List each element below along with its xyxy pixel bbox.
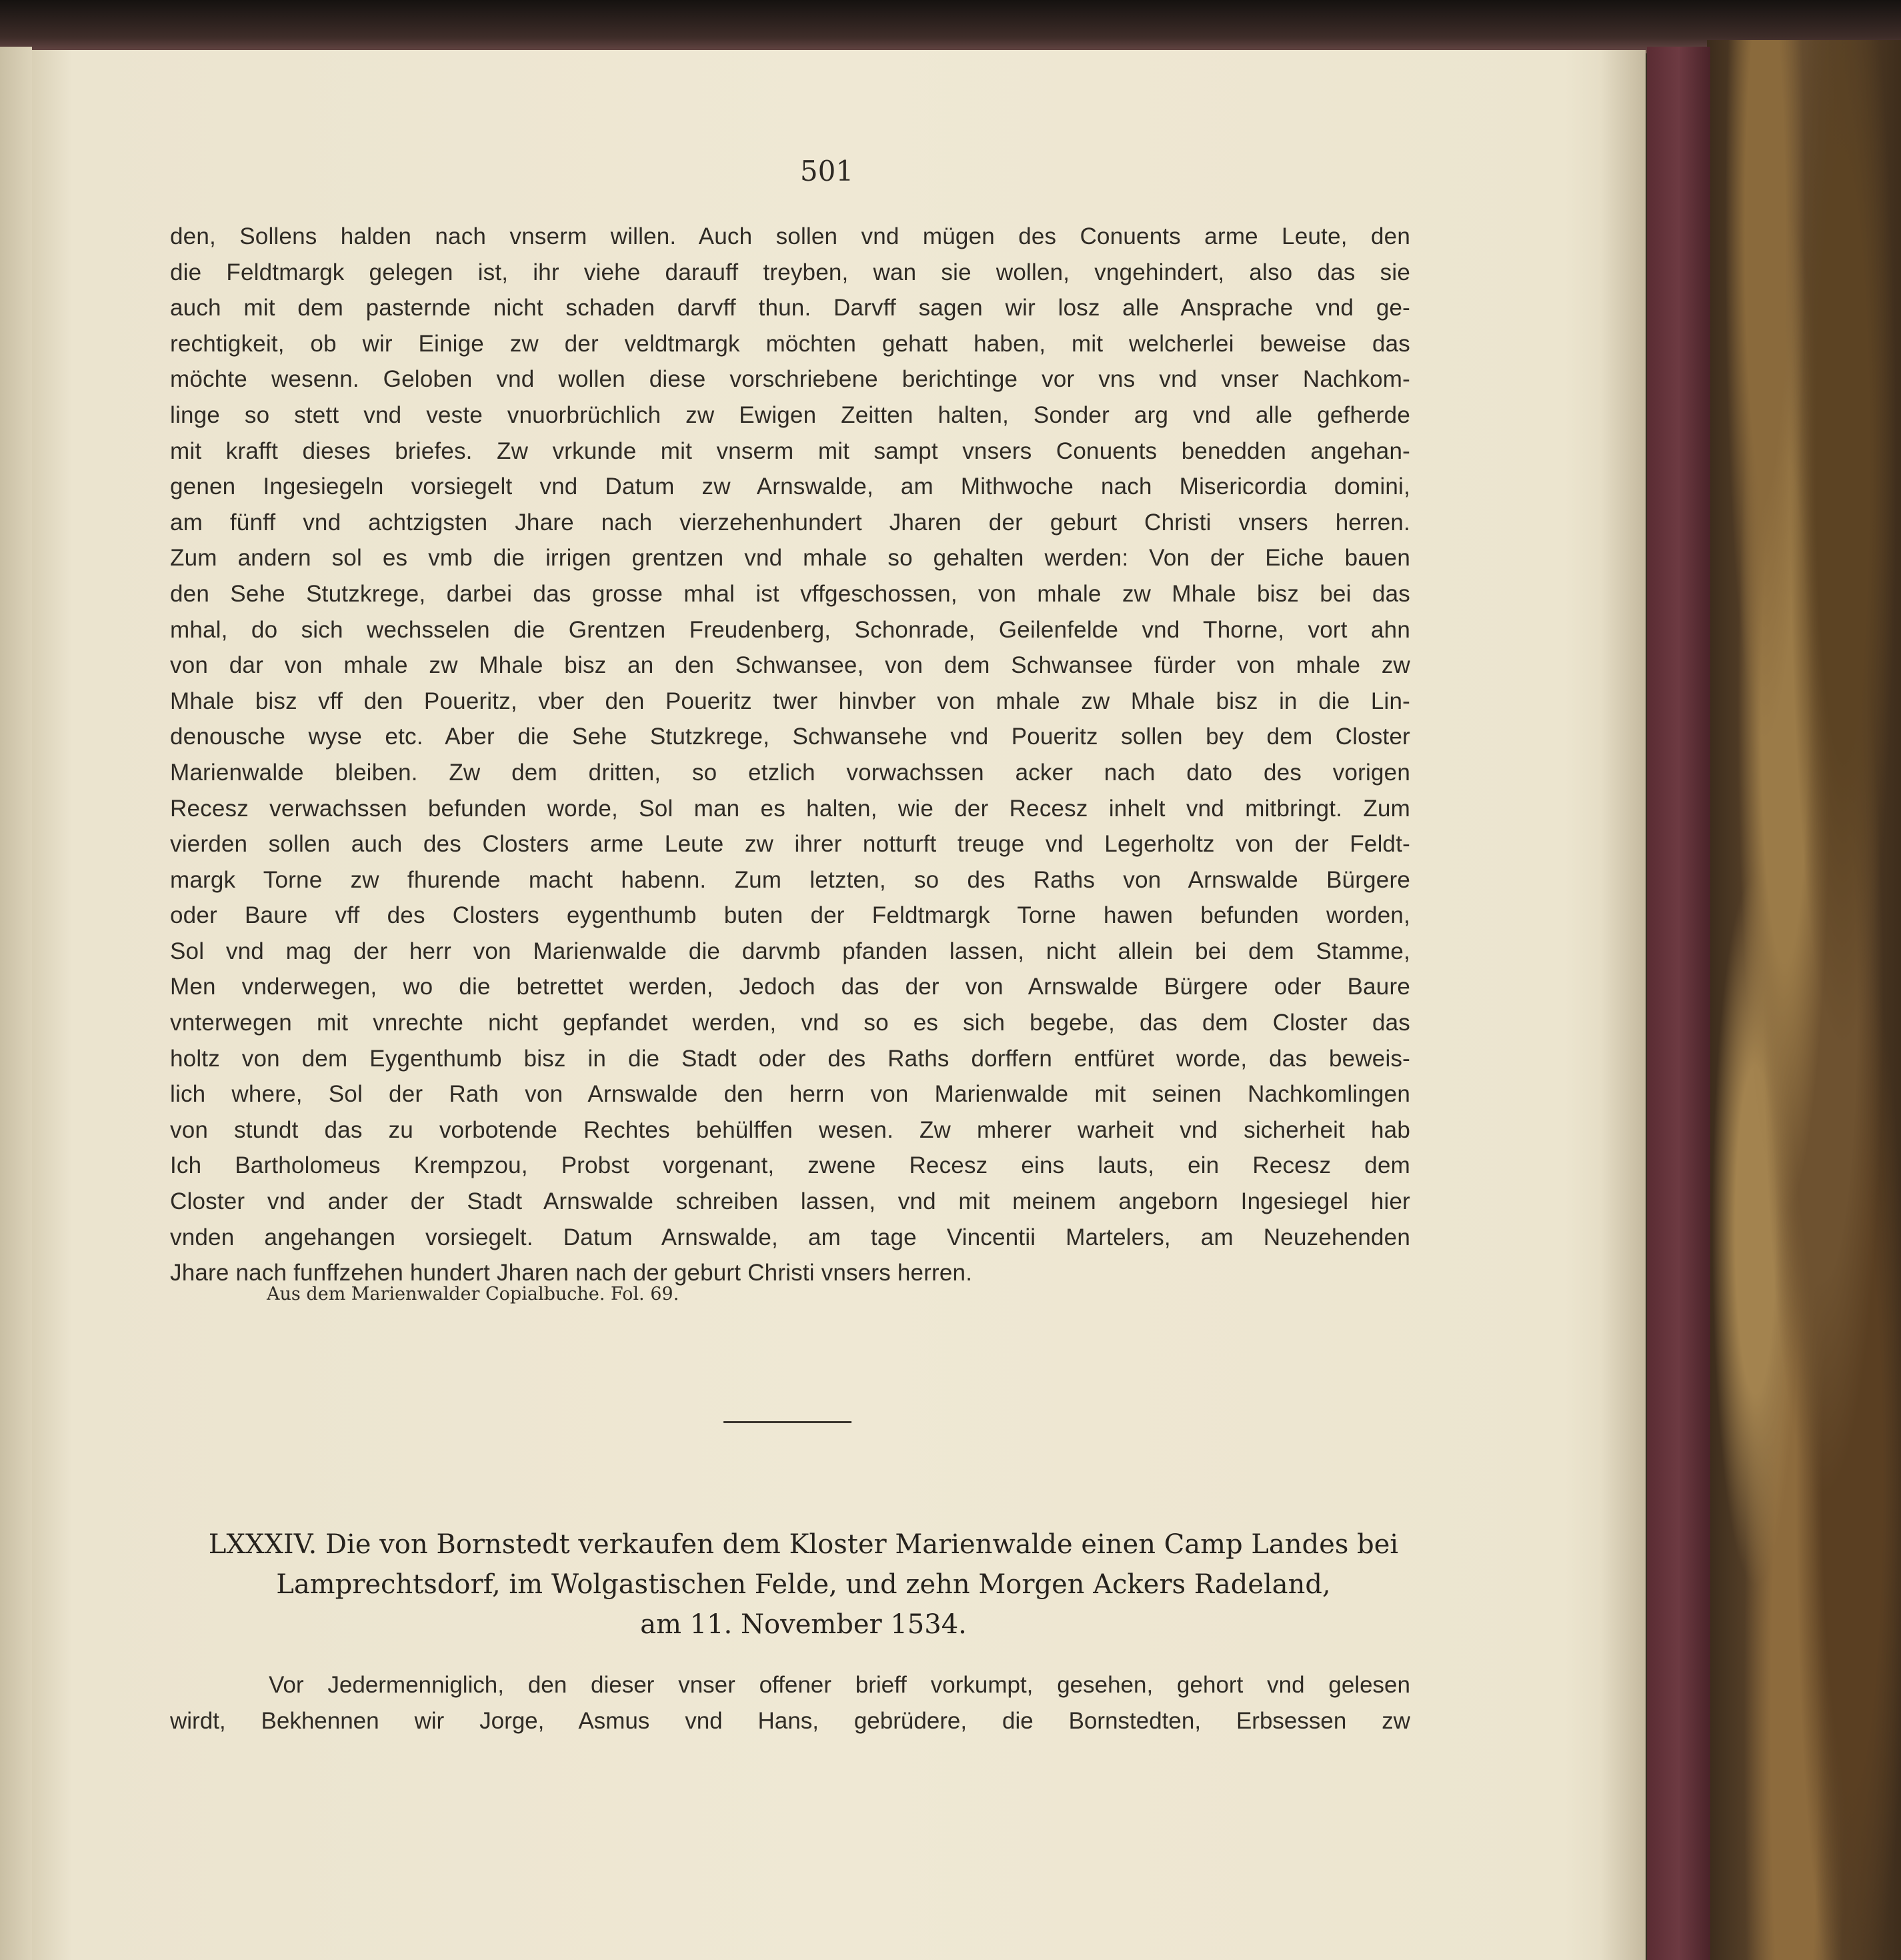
text-line: den Sehe Stutzkrege, darbei das grosse mhal ist vffgeschossen, von mhale zw Mhale bisz bei das <box>170 580 1410 607</box>
book-top-edge <box>0 0 1901 53</box>
source-note: Aus dem Marienwalder Copialbuche. Fol. 69. <box>267 1284 679 1304</box>
book-cover-edge <box>1647 47 1710 1960</box>
marbled-endpaper <box>1707 40 1901 1960</box>
text-line: margk Torne zw fhurende macht habenn. Zum letzten, so des Raths von Arnswalde Bürgere <box>170 866 1410 893</box>
text-line: Marienwalde bleiben. Zw dem dritten, so etzlich vorwachssen acker nach dato des vorigen <box>170 759 1410 786</box>
section-divider <box>723 1421 851 1423</box>
text-line: Ich Bartholomeus Krempzou, Probst vorgenant, zwene Recesz eins lauts, ein Recesz dem <box>170 1152 1410 1179</box>
heading-line: LXXXIV. Die von Bornstedt verkaufen dem Kloster Marienwalde einen Camp Landes bei <box>208 1529 1399 1560</box>
text-line: die Feldtmargk gelegen ist, ihr viehe darauff treyben, wan sie wollen, vngehindert, also das sie <box>170 259 1410 285</box>
text-line: oder Baure vff des Closters eygenthumb buten der Feldtmargk Torne hawen befunden worden, <box>170 902 1410 929</box>
text-line: möchte wesenn. Geloben vnd wollen diese vorschriebene berichtinge vor vns vnd vnser Nachkom- <box>170 366 1410 393</box>
text-line: Recesz verwachssen befunden worde, Sol man es halten, wie der Recesz inhelt vnd mitbringt. Zum <box>170 795 1410 822</box>
text-line: von stundt das zu vorbotende Rechtes behülffen wesen. Zw mherer warheit vnd sicherheit hab <box>170 1116 1410 1143</box>
text-line: vierden sollen auch des Closters arme Leute zw ihrer notturft treuge vnd Legerholtz von der Feldt- <box>170 831 1410 858</box>
text-line: den, Sollens halden nach vnserm willen. Auch sollen vnd mügen des Conuents arme Leute, den <box>170 223 1410 249</box>
document-heading <box>180 1525 1427 1645</box>
text-line: denousche wyse etc. Aber die Sehe Stutzkrege, Schwansehe vnd Poueritz sollen bey dem Closter <box>170 724 1410 750</box>
text-line: am fünff vnd achtzigsten Jhare nach vierzehenhundert Jharen der geburt Christi vnsers herren. <box>170 509 1410 536</box>
page-fold-shadow <box>1600 50 1647 1960</box>
text-line: rechtigkeit, ob wir Einige zw der veldtmargk möchten gehatt haben, mit welcherlei beweise das <box>170 330 1410 357</box>
text-line: linge so stett vnd veste vnuorbrüchlich zw Ewigen Zeitten halten, Sonder arg vnd alle gefherde <box>170 401 1410 428</box>
left-page-edge <box>0 47 32 1960</box>
text-line: Sol vnd mag der herr von Marienwalde die darvmb pfanden lassen, nicht allein bei dem Stamme, <box>170 938 1410 964</box>
text-line: mhal, do sich wechsselen die Grentzen Freudenberg, Schonrade, Geilenfelde vnd Thorne, vort ahn <box>170 616 1410 643</box>
text-line: genen Ingesiegeln vorsiegelt vnd Datum zw Arnswalde, am Mithwoche nach Misericordia domini, <box>170 473 1410 500</box>
text-line: Vor Jedermenniglich, den dieser vnser offener brieff vorkumpt, gesehen, gehort vnd gelesen <box>269 1672 1410 1698</box>
text-line: vnden angehangen vorsiegelt. Datum Arnswalde, am tage Vincentii Martelers, am Neuzehenden <box>170 1224 1410 1250</box>
text-line: holtz von dem Eygenthumb bisz in die Stadt oder des Raths dorffern entfüret worde, das beweis- <box>170 1045 1410 1072</box>
text-line: Jhare nach funffzehen hundert Jharen nach der geburt Christi vnsers herren. <box>170 1260 973 1286</box>
text-line: wirdt, Bekhennen wir Jorge, Asmus vnd Hans, gebrüdere, die Bornstedten, Erbsessen zw <box>170 1708 1410 1734</box>
text-line: mit krafft dieses briefes. Zw vrkunde mit vnserm mit sampt vnsers Conuents benedden angehan- <box>170 437 1410 464</box>
text-line: Closter vnd ander der Stadt Arnswalde schreiben lassen, vnd mit meinem angeborn Ingesiegel hier <box>170 1188 1410 1215</box>
heading-line: Lamprechtsdorf, im Wolgastischen Felde, und zehn Morgen Ackers Radeland, <box>276 1569 1331 1600</box>
page-number: 501 <box>799 155 854 187</box>
text-line: von dar von mhale zw Mhale bisz an den Schwansee, von dem Schwansee fürder von mhale zw <box>170 652 1410 679</box>
text-line: Zum andern sol es vmb die irrigen grentzen vnd mhale so gehalten werden: Von der Eiche bauen <box>170 545 1410 572</box>
heading-line: am 11. November 1534. <box>640 1609 967 1640</box>
text-line: lich where, Sol der Rath von Arnswalde den herrn von Marienwalde mit seinen Nachkomlingen <box>170 1081 1410 1108</box>
text-line: auch mit dem pasternde nicht schaden darvff thun. Darvff sagen wir losz alle Ansprache vnd ge- <box>170 295 1410 321</box>
text-line: Men vnderwegen, wo die betrettet werden, Jedoch das der von Arnswalde Bürgere oder Baure <box>170 974 1410 1000</box>
text-line: Mhale bisz vff den Poueritz, vber den Poueritz twer hinvber von mhale zw Mhale bisz in die Lin- <box>170 688 1410 714</box>
main-text-block <box>170 219 1410 1291</box>
document-intro-text <box>170 1667 1410 1739</box>
text-line: vnterwegen mit vnrechte nicht gepfandet werden, vnd so es sich begebe, das dem Closter das <box>170 1010 1410 1036</box>
